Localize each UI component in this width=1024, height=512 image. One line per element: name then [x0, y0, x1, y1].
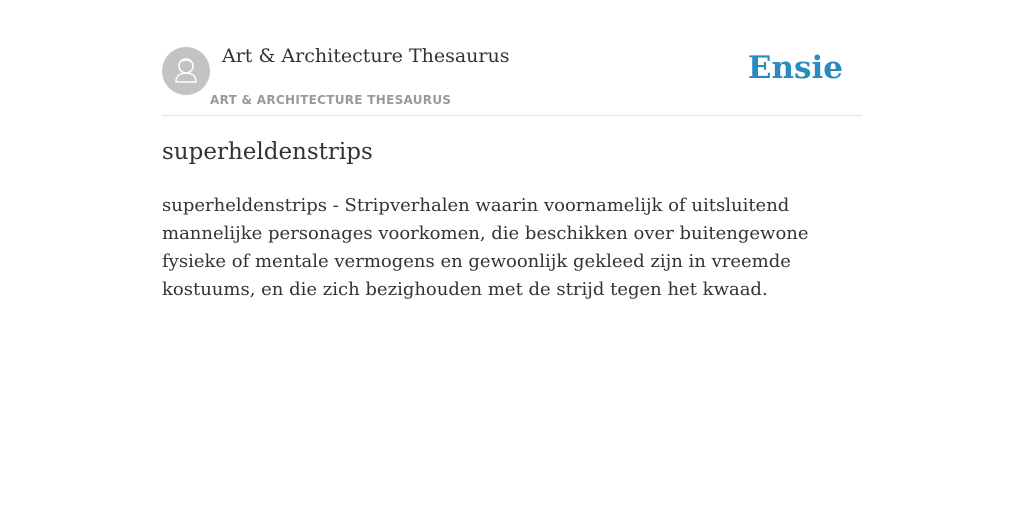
- ensie-logo[interactable]: Ensie: [747, 50, 843, 86]
- term-title: superheldenstrips: [162, 139, 373, 165]
- user-silhouette-icon: [162, 47, 210, 95]
- header: [162, 40, 862, 116]
- author-subtitle[interactable]: ART & ARCHITECTURE THESAURUS: [210, 93, 452, 107]
- definition-text: superheldenstrips - Stripverhalen waarin voornamelijk of uitsluitend mannelijke personages voorkomen, die beschikken over buitengewone fysieke of mentale vermogens en gewoonlijk gekleed zijn in vreemde kostuums, en die zich bezighouden met de strijd tegen het kwaad.: [162, 195, 809, 300]
- author-name[interactable]: Art & Architecture Thesaurus: [222, 45, 510, 67]
- avatar[interactable]: [162, 47, 210, 95]
